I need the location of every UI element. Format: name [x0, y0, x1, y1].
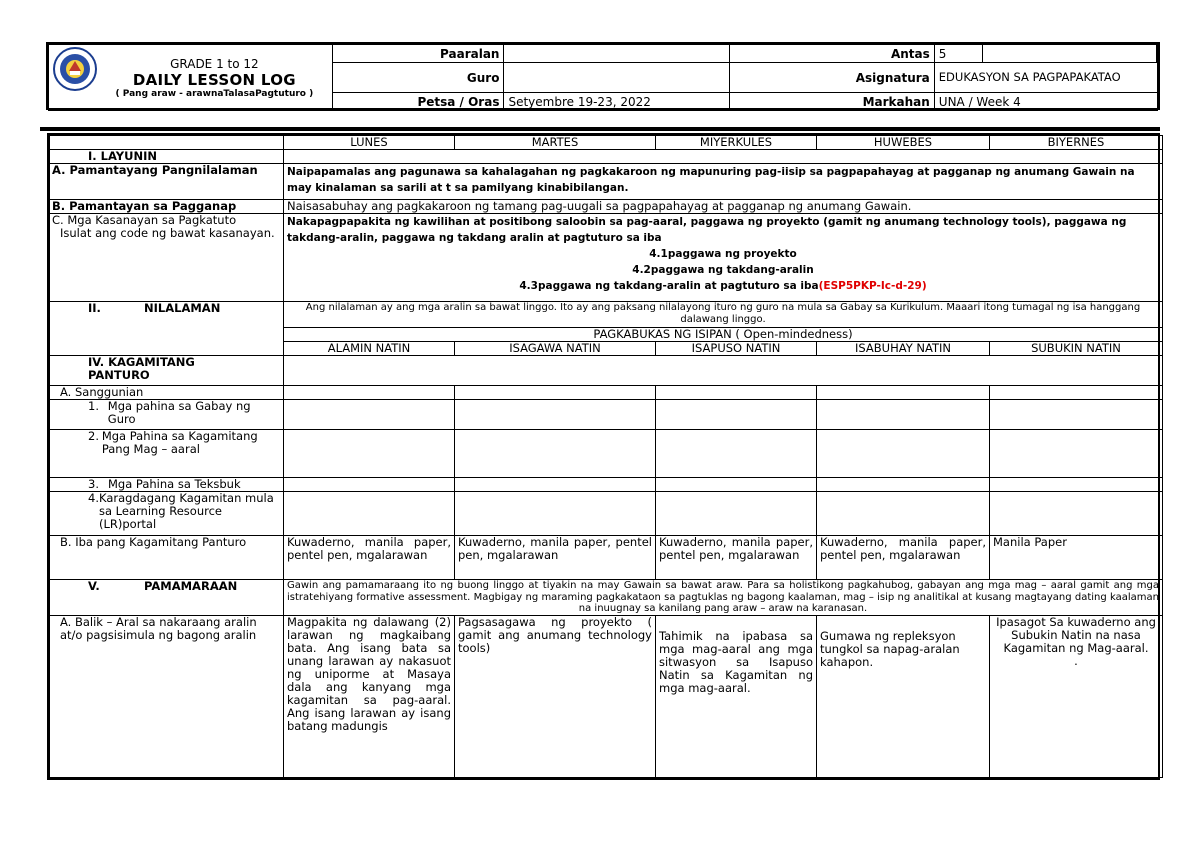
procedure-dot: . — [1074, 654, 1078, 668]
document-title: DAILY LESSON LOG — [132, 70, 296, 89]
day-header: MARTES — [455, 136, 656, 150]
day-header: MIYERKULES — [656, 136, 817, 150]
procedure-cell: Gumawa ng repleksyon tungkol sa napag-aralan kahapon. — [817, 616, 990, 778]
procedure-text: Ipasagot Sa kuwaderno ang Subukin Natin na nasa Kagamitan ng Mag-aaral. — [996, 615, 1156, 655]
layunin-heading: I. LAYUNIN — [50, 150, 284, 164]
nilalaman-label: NILALAMAN — [144, 301, 221, 315]
corner-cell — [50, 136, 284, 150]
procedure-cell: Tahimik na ipabasa sa mga mag-aaral ang mga sitwasyon sa Isapuso Natin sa Kagamitan ng mga mag-aaral. — [656, 616, 817, 778]
title-cell — [49, 45, 333, 111]
paaralan-label: Paaralan — [332, 45, 504, 63]
kasanayan-cell — [50, 214, 284, 302]
lesson-log-header — [46, 42, 1160, 110]
resource-label: Mga Pahina sa Teksbuk — [108, 477, 241, 491]
resource-number: 3. — [88, 477, 99, 491]
day-header: HUWEBES — [817, 136, 990, 150]
topic-title: PAGKABUKAS NG ISIPAN ( Open-mindedness) — [284, 328, 1163, 342]
kagamitan-heading: IV. KAGAMITANG PANTURO — [50, 356, 284, 386]
resource-label: Mga pahina sa Gabay ng Guro — [107, 399, 251, 426]
resource-number: 2. — [88, 429, 99, 443]
markahan-value: UNA / Week 4 — [934, 93, 1157, 111]
kasanayan-item-code-line — [287, 278, 1159, 294]
day-header: BIYERNES — [990, 136, 1163, 150]
guro-value — [504, 63, 730, 93]
antas-blank — [982, 45, 1157, 63]
layunin-blank — [284, 150, 1163, 164]
guro-label: Guro — [332, 63, 504, 93]
day-header: LUNES — [284, 136, 455, 150]
antas-label: Antas — [730, 45, 935, 63]
kasanayan-text-cell — [284, 214, 1163, 302]
resource-number: 4. — [88, 491, 99, 505]
sub-topic: ALAMIN NATIN — [284, 342, 455, 356]
pamamaraan-text: Gawin ang pamamaraang ito ng buong linggo at tiyakin na may Gawain sa bawat araw. Para sa holistikong pagkahubog, gabayan ang mga mag – aaral gamit ang mga istratehiyang formative assessment. Magbigay ng maraming pagkakataon sa pagtuklas ng bagong kaalaman, mag – isip ng analitikal at kusang magtayang dating kaalaman na inuugnay sa kanilang pang araw – araw na karanasan. — [284, 580, 1163, 616]
pamantayang-pangnilalaman-label: A. Pamantayang Pangnilalaman — [50, 164, 284, 200]
competency-code: (ESP5PKP-Ic-d-29) — [818, 280, 927, 292]
antas-value: 5 — [934, 45, 982, 63]
lesson-table — [47, 133, 1160, 780]
materials-cell: Kuwaderno, manila paper, pentel pen, mgalarawan — [656, 536, 817, 580]
resource-label: Mga Pahina sa Kagamitang Pang Mag – aaral — [101, 429, 258, 456]
nilalaman-label-cell — [50, 302, 284, 356]
materials-cell: Manila Paper — [990, 536, 1163, 580]
petsa-value: Setyembre 19-23, 2022 — [504, 93, 730, 111]
petsa-label: Petsa / Oras — [332, 93, 504, 111]
nilalaman-text: Ang nilalaman ay ang mga aralin sa bawat linggo. Ito ay ang paksang nilalayong ituro ng guro na mula sa Gabay sa Kurikulum. Maaari itong tumagal ng isa hanggang dalawang linggo. — [284, 302, 1163, 328]
procedure-cell: Magpakita ng dalawang (2) larawan ng magkaibang bata. Ang isang bata sa unang larawan ay nakasuot ng uniporme at Masaya dala ang kanyang mga kagamitan sa pag-aaral. Ang isang larawan ay isang batang madungis — [284, 616, 455, 778]
pamamaraan-label-cell — [50, 580, 284, 616]
sub-topic: SUBUKIN NATIN — [990, 342, 1163, 356]
resource-row-label — [50, 492, 284, 536]
asignatura-value: EDUKASYON SA PAGPAPAKATAO — [934, 63, 1157, 93]
deped-seal-icon — [53, 47, 97, 91]
kasanayan-text: Nakapagpapakita ng kawilihan at positibong saloobin sa pag-aaral, paggawa ng proyekto (gamit ng anumang technology tools), paggawa ng takdang-aralin, paggawa ng takdang aralin at pagtuturo sa iba — [287, 216, 1127, 244]
sub-topic: ISAGAWA NATIN — [455, 342, 656, 356]
materials-cell: Kuwaderno, manila paper, pentel pen, mgalarawan — [284, 536, 455, 580]
pamamaraan-number: V. — [88, 579, 100, 593]
materials-cell: Kuwaderno, manila paper, pentel pen, mgalarawan — [817, 536, 990, 580]
kasanayan-note: Isulat ang code ng bawat kasanayan. — [60, 226, 275, 240]
pamamaraan-label: PAMAMARAAN — [144, 579, 238, 593]
kasanayan-item: 4.3paggawa ng takdang-aralin at pagtuturo sa iba — [519, 280, 819, 292]
materials-cell: Kuwaderno, manila paper, pentel pen, mgalarawan — [455, 536, 656, 580]
paaralan-value — [504, 45, 730, 63]
resource-row-label — [50, 478, 284, 492]
asignatura-label: Asignatura — [730, 63, 935, 93]
iba-pang-kagamitan-label: B. Iba pang Kagamitang Panturo — [50, 536, 284, 580]
procedure-cell: Pagsasagawa ng proyekto ( gamit ang anumang technology tools) — [455, 616, 656, 778]
nilalaman-number: II. — [88, 301, 101, 315]
balik-aral-label: A. Balik – Aral sa nakaraang aralin at/o pagsisimula ng bagong aralin — [50, 616, 284, 778]
sub-topic: ISABUHAY NATIN — [817, 342, 990, 356]
document-subtitle: ( Pang araw - arawnaTalasaPagtuturo ) — [115, 88, 314, 99]
kasanayan-label: C. Mga Kasanayan sa Pagkatuto — [52, 213, 237, 227]
resource-label: Karagdagang Kagamitan mula sa Learning Resource (LR)portal — [98, 491, 274, 531]
kasanayan-item: 4.1paggawa ng proyekto — [649, 248, 797, 260]
procedure-cell-last — [990, 616, 1163, 778]
resource-number: 1. — [88, 399, 99, 413]
grade-range: GRADE 1 to 12 — [170, 56, 259, 71]
days-row — [50, 136, 1163, 150]
markahan-label: Markahan — [730, 93, 935, 111]
sub-topic: ISAPUSO NATIN — [656, 342, 817, 356]
divider — [40, 127, 1160, 131]
pamantayan-sa-pagganap-label: B. Pamantayan sa Pagganap — [50, 200, 284, 214]
kasanayan-item: 4.2paggawa ng takdang-aralin — [632, 264, 814, 276]
resource-row-label — [50, 400, 284, 430]
resource-row-label — [50, 430, 284, 478]
pamantayan-sa-pagganap-text: Naisasabuhay ang pagkakaroon ng tamang pag-uugali sa pagpapahayag at pagganap ng anumang Gawain. — [284, 200, 1163, 214]
kagamitan-blank — [284, 356, 1163, 386]
sanggunian-label: A. Sanggunian — [50, 386, 284, 400]
pamantayang-pangnilalaman-text: Naipapamalas ang pagunawa sa kahalagahan ng pagkakaroon ng mapunuring pag-iisip sa pagpapahayag at pagganap ng anumang Gawain na may kinalaman sa sarili at t sa pamilyang kinabibilangan. — [284, 164, 1163, 200]
